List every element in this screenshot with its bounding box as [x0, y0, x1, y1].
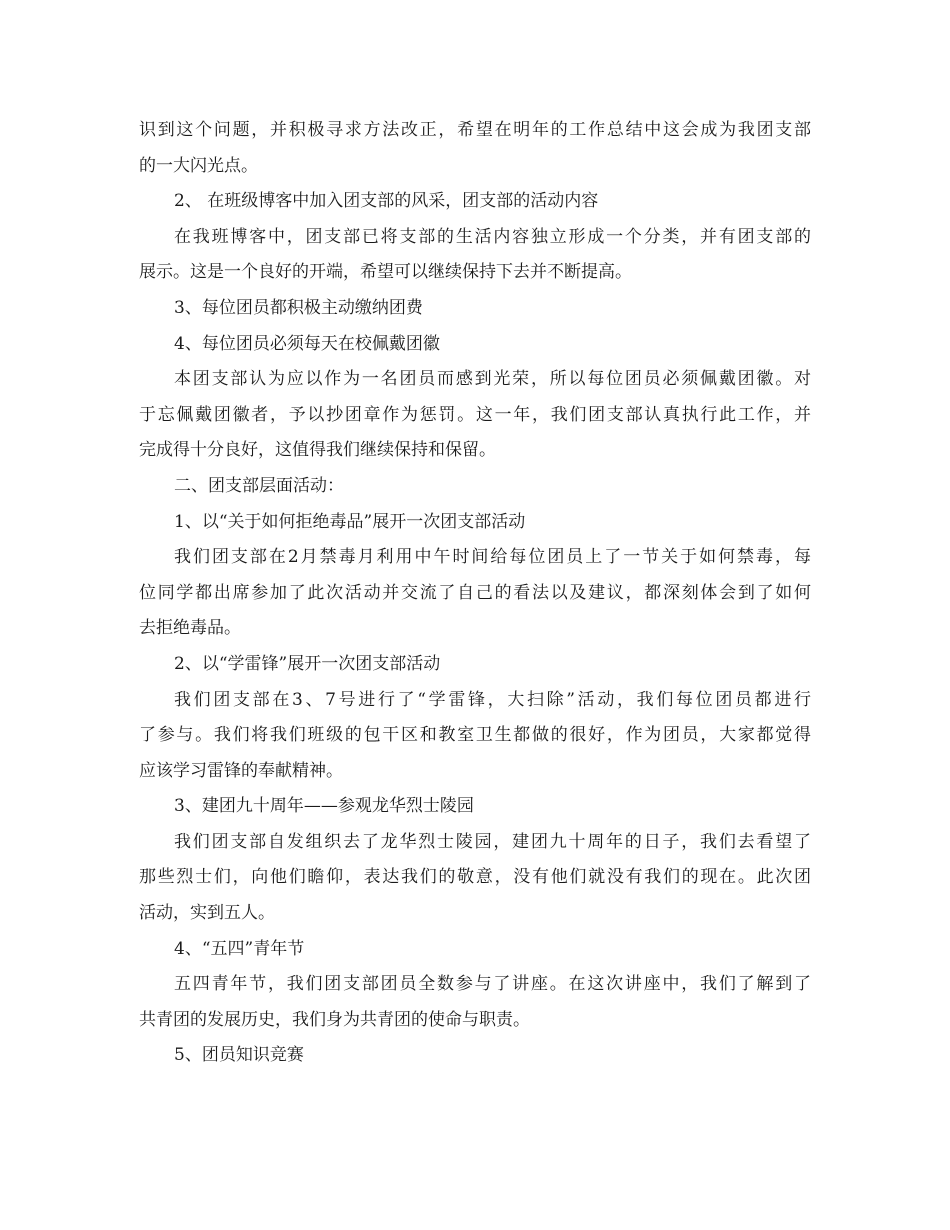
text-line: 活动，实到五人。 — [139, 903, 275, 924]
text-line: 4、每位团员必须每天在校佩戴团徽 — [174, 333, 440, 354]
text-line: 共青团的发展历史，我们身为共青团的使命与职责。 — [139, 1009, 530, 1030]
text-line: 3、建团九十周年——参观龙华烈士陵园 — [174, 796, 474, 817]
text-line: 那些烈士们，向他们瞻仰，表达我们的敬意，没有他们就没有我们的现在。此次团 — [139, 867, 811, 888]
text-line: 1、以“关于如何拒绝毒品”展开一次团支部活动 — [174, 511, 526, 532]
text-line: 了参与。我们将我们班级的包干区和教室卫生都做的很好，作为团员，大家都觉得 — [139, 725, 811, 746]
text-line: 应该学习雷锋的奉献精神。 — [139, 760, 343, 781]
text-line: 我们团支部自发组织去了龙华烈士陵园，建团九十周年的日子，我们去看望了 — [174, 831, 811, 852]
document-body — [139, 113, 811, 1074]
text-line: 识到这个问题，并积极寻求方法改正，希望在明年的工作总结中这会成为我团支部 — [139, 120, 811, 140]
text-line: 2、以“学雷锋”展开一次团支部活动 — [174, 653, 441, 674]
text-line: 我们团支部在2月禁毒月利用中午时间给每位团员上了一节关于如何禁毒，每 — [174, 547, 811, 568]
text-line: 五四青年节，我们团支部团员全数参与了讲座。在这次讲座中，我们了解到了 — [174, 974, 811, 995]
text-line: 于忘佩戴团徽者，予以抄团章作为惩罚。这一年，我们团支部认真执行此工作，并 — [139, 404, 811, 425]
text-line: 4、“五四”青年节 — [174, 938, 305, 959]
text-line: 2、 在班级博客中加入团支部的风采，团支部的活动内容 — [174, 191, 599, 212]
text-line: 展示。这是一个良好的开端，希望可以继续保持下去并不断提高。 — [139, 262, 632, 283]
text-line: 我们团支部在3、7号进行了“学雷锋，大扫除”活动，我们每位团员都进行 — [174, 689, 811, 710]
text-line: 去拒绝毒品。 — [139, 618, 241, 639]
text-line: 二、团支部层面活动： — [174, 475, 344, 496]
text-line: 完成得十分良好，这值得我们继续保持和保留。 — [139, 440, 496, 461]
text-line: 的一大闪光点。 — [139, 155, 258, 176]
text-line: 本团支部认为应以作为一名团员而感到光荣，所以每位团员必须佩戴团徽。对 — [174, 369, 811, 390]
text-line: 3、每位团员都积极主动缴纳团费 — [174, 297, 423, 318]
text-line: 在我班博客中，团支部已将支部的生活内容独立形成一个分类，并有团支部的 — [174, 226, 811, 247]
text-line: 位同学都出席参加了此次活动并交流了自己的看法以及建议，都深刻体会到了如何 — [139, 582, 811, 603]
text-line: 5、团员知识竞赛 — [174, 1045, 304, 1066]
